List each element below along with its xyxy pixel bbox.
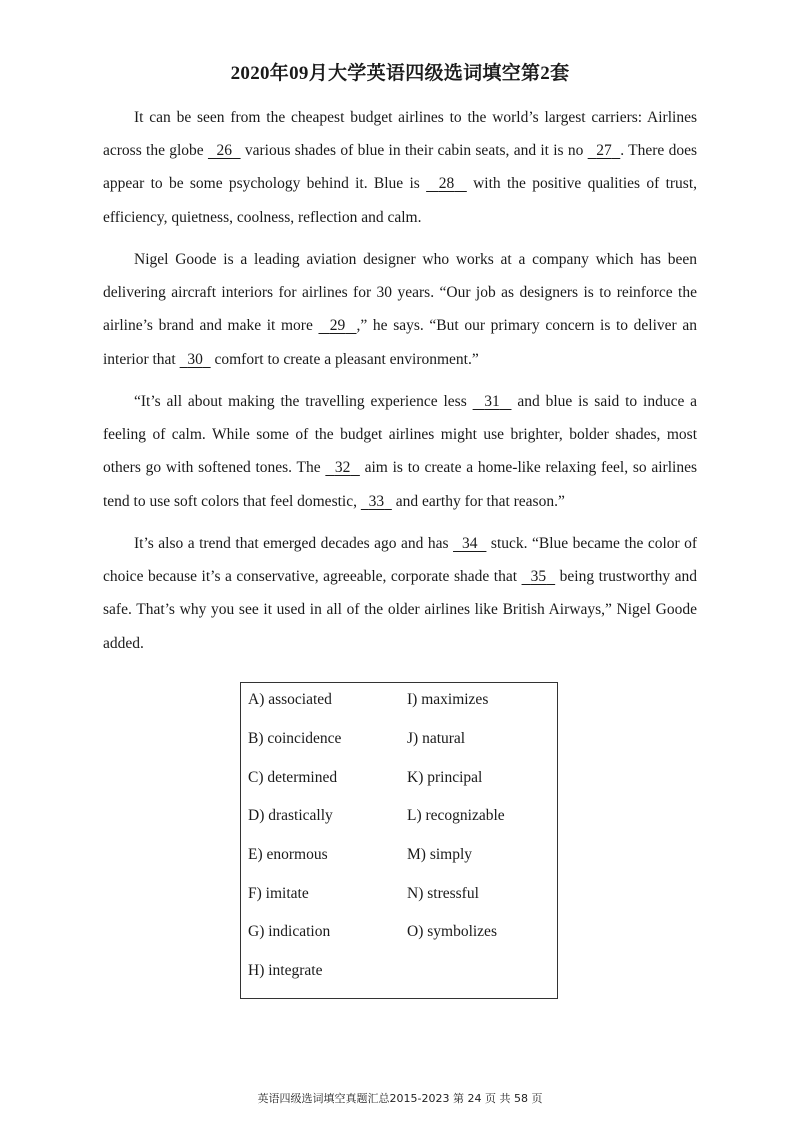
paragraph-text: Nigel Goode is a leading aviation designer who works at a company which has been delivering aircraft interiors for airlines for 30 years. “Our job as designers is to reinforce the airline’s brand and make it more <box>103 251 697 335</box>
blank-30: 30 <box>187 350 203 368</box>
blank-33: 33 <box>368 492 385 510</box>
paragraph-2 <box>103 243 697 376</box>
paragraph-text: “It’s all about making the travelling experience less <box>134 393 467 410</box>
option-m: M) simply <box>407 846 473 863</box>
option-l: L) recognizable <box>407 807 505 824</box>
option-k: K) principal <box>407 769 483 786</box>
blank-34: 34 <box>461 535 478 552</box>
paragraph-text: stuck. “Blue became the color of choice because it’s a conservative, agreeable, corporate shade that <box>103 535 698 586</box>
paragraph-text: aim is to create a home-like relaxing feel, so airlines tend to use soft colors that feel domestic, <box>103 459 697 510</box>
option-n: N) stressful <box>407 885 479 902</box>
paragraph-4 <box>103 527 697 660</box>
paragraph-1 <box>103 101 697 234</box>
option-a: A) associated <box>248 691 332 708</box>
option-j: J) natural <box>407 730 466 747</box>
blank-27: 27 <box>596 142 612 160</box>
page-footer: 英语四级选词填空真题汇总2015-2023 第 24 页 共 58 页 <box>257 1092 543 1105</box>
option-c: C) determined <box>248 769 338 786</box>
option-e: E) enormous <box>248 846 328 863</box>
paragraph-text: comfort to create a pleasant environment.” <box>214 350 479 368</box>
option-i: I) maximizes <box>407 691 489 708</box>
blank-35: 35 <box>530 568 547 586</box>
paragraph-text: with the positive qualities of trust, efficiency, quietness, coolness, reflection and calm. <box>103 175 698 226</box>
word-bank-box <box>240 682 558 999</box>
option-h: H) integrate <box>248 962 323 979</box>
blank-26: 26 <box>216 142 233 160</box>
paragraph-text: being trustworthy and safe. That’s why you see it used in all of the older airlines like British Airways,” Nigel Goode added. <box>103 568 698 652</box>
blank-29: 29 <box>329 317 346 335</box>
paragraph-text: and blue is said to induce a feeling of calm. While some of the budget airlines might use brighter, bolder shades, most others go with softened tones. The <box>103 393 698 477</box>
paragraph-text: various shades of blue in their cabin seats, and it is no <box>244 142 584 160</box>
paragraph-text: ,” he says. “But our primary concern is to deliver an interior that <box>103 317 697 368</box>
option-d: D) drastically <box>248 807 333 824</box>
paragraph-text: and earthy for that reason.” <box>395 492 565 510</box>
blank-28: 28 <box>438 175 455 193</box>
option-b: B) coincidence <box>248 730 342 747</box>
blank-32: 32 <box>334 459 351 477</box>
paragraph-text: . There does appear to be some psychology behind it. Blue is <box>103 142 697 193</box>
paragraph-3 <box>103 385 697 518</box>
option-o: O) symbolizes <box>407 923 497 940</box>
document-title: 2020年09月大学英语四级选词填空第2套 <box>230 63 570 84</box>
blank-31: 31 <box>484 393 500 410</box>
paragraph-text: It can be seen from the cheapest budget airlines to the world’s largest carriers: Airlines across the globe <box>103 109 697 160</box>
paragraph-text: It’s also a trend that emerged decades ago and has <box>134 535 449 552</box>
option-g: G) indication <box>248 923 331 940</box>
option-f: F) imitate <box>248 885 309 902</box>
